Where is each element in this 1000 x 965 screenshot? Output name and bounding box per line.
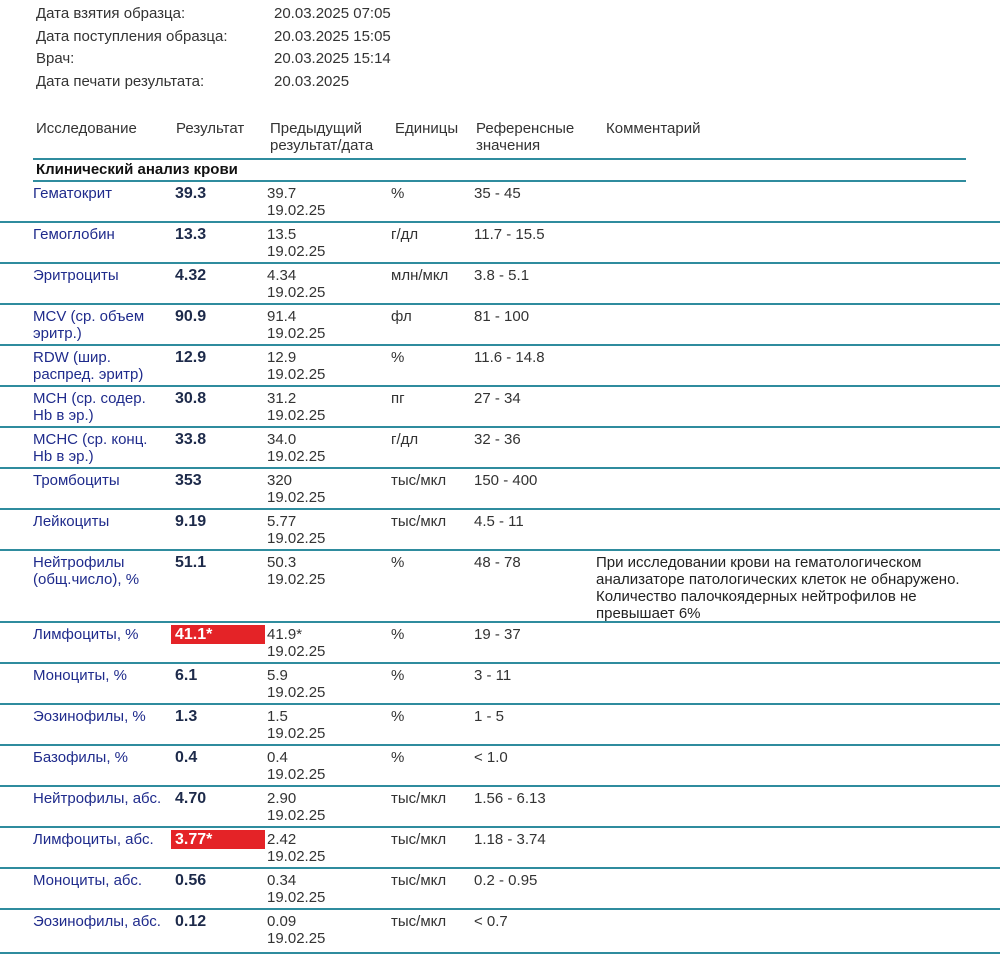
previous-date: 19.02.25 bbox=[267, 284, 326, 301]
previous-result bbox=[267, 626, 387, 660]
table-row bbox=[0, 828, 1000, 869]
previous-date: 19.02.25 bbox=[267, 848, 326, 865]
header-divider bbox=[33, 158, 966, 160]
previous-value: 320 bbox=[267, 472, 293, 489]
results-table bbox=[0, 182, 1000, 954]
test-name: Гемоглобин bbox=[33, 226, 115, 243]
table-row bbox=[0, 787, 1000, 828]
result-value: 4.70 bbox=[175, 790, 207, 807]
reference-range: 32 - 36 bbox=[474, 431, 521, 448]
previous-result bbox=[267, 554, 387, 588]
previous-date: 19.02.25 bbox=[267, 766, 326, 783]
unit: тыс/мкл bbox=[391, 872, 447, 889]
unit: % bbox=[391, 749, 405, 766]
header-previous-line1: Предыдущий bbox=[270, 120, 363, 137]
table-row bbox=[0, 346, 1000, 387]
previous-value: 31.2 bbox=[267, 390, 297, 407]
reference-range: 150 - 400 bbox=[474, 472, 538, 489]
previous-date: 19.02.25 bbox=[267, 243, 326, 260]
test-name: Эозинофилы, абс. bbox=[33, 913, 161, 930]
previous-value: 50.3 bbox=[267, 554, 297, 571]
info-label: Врач: bbox=[36, 50, 75, 67]
test-name: Гематокрит bbox=[33, 185, 112, 202]
test-name: Моноциты, абс. bbox=[33, 872, 143, 889]
info-value: 20.03.2025 07:05 bbox=[274, 5, 391, 22]
result-value: 30.8 bbox=[175, 390, 207, 407]
unit: тыс/мкл bbox=[391, 513, 447, 530]
reference-range: 48 - 78 bbox=[474, 554, 521, 571]
previous-date: 19.02.25 bbox=[267, 448, 326, 465]
test-name: RDW (шир. распред. эритр) bbox=[33, 349, 144, 383]
previous-value: 34.0 bbox=[267, 431, 297, 448]
previous-result bbox=[267, 513, 387, 547]
previous-value: 2.42 bbox=[267, 831, 297, 848]
table-row bbox=[0, 469, 1000, 510]
result-value: 33.8 bbox=[175, 431, 207, 448]
previous-result bbox=[267, 749, 387, 783]
previous-date: 19.02.25 bbox=[267, 725, 326, 742]
previous-result bbox=[267, 708, 387, 742]
previous-date: 19.02.25 bbox=[267, 571, 326, 588]
header-reference-line1: Референсные bbox=[476, 120, 575, 137]
test-name: Лимфоциты, абс. bbox=[33, 831, 154, 848]
info-label: Дата взятия образца: bbox=[36, 5, 186, 22]
test-name: MCV (ср. объем эритр.) bbox=[33, 308, 145, 342]
result-value: 13.3 bbox=[175, 226, 207, 243]
result-value: 1.3 bbox=[175, 708, 198, 725]
reference-range: 35 - 45 bbox=[474, 185, 521, 202]
previous-result bbox=[267, 185, 387, 219]
result-value: 12.9 bbox=[175, 349, 207, 366]
unit: г/дл bbox=[391, 431, 419, 448]
result-value: 9.19 bbox=[175, 513, 207, 530]
info-label: Дата поступления образца: bbox=[36, 27, 228, 45]
reference-range: 19 - 37 bbox=[474, 626, 521, 643]
unit: % bbox=[391, 185, 405, 202]
previous-result bbox=[267, 831, 387, 865]
test-name: Базофилы, % bbox=[33, 749, 128, 766]
info-value: 20.03.2025 15:05 bbox=[274, 27, 391, 45]
reference-range: 3 - 11 bbox=[474, 667, 512, 684]
reference-range: 1 - 5 bbox=[474, 708, 505, 725]
info-label: Дата печати результата: bbox=[36, 72, 205, 90]
previous-value: 5.9 bbox=[267, 667, 288, 684]
reference-range: 3.8 - 5.1 bbox=[474, 267, 530, 284]
table-row bbox=[0, 705, 1000, 746]
result-value: 6.1 bbox=[175, 667, 198, 684]
result-value: 51.1 bbox=[175, 554, 207, 571]
table-row bbox=[0, 623, 1000, 664]
header-result: Результат bbox=[176, 120, 245, 137]
previous-date: 19.02.25 bbox=[267, 530, 326, 547]
test-name: MCH (ср. содер. Hb в эр.) bbox=[33, 390, 146, 424]
comment: При исследовании крови на гематологическом анализаторе патологических клеток не обнаружено. Количество палочкоядерных нейтрофилов не превышает 6% bbox=[596, 554, 960, 622]
result-value: 39.3 bbox=[175, 185, 207, 202]
table-row bbox=[0, 664, 1000, 705]
unit: % bbox=[391, 708, 405, 725]
info-value: 20.03.2025 15:14 bbox=[274, 50, 391, 67]
previous-date: 19.02.25 bbox=[267, 889, 326, 906]
test-name: MCHC (ср. конц. Hb в эр.) bbox=[33, 431, 148, 465]
previous-date: 19.02.25 bbox=[267, 325, 326, 342]
previous-date: 19.02.25 bbox=[267, 643, 326, 660]
result-value: 4.32 bbox=[175, 267, 207, 284]
reference-range: 11.6 - 14.8 bbox=[474, 349, 545, 366]
previous-result bbox=[267, 872, 387, 906]
previous-result bbox=[267, 667, 387, 701]
unit: пг bbox=[391, 390, 405, 407]
test-name: Эритроциты bbox=[33, 267, 119, 284]
test-name: Лейкоциты bbox=[33, 513, 110, 530]
table-row bbox=[0, 869, 1000, 910]
table-row bbox=[0, 551, 1000, 623]
previous-value: 91.4 bbox=[267, 308, 297, 325]
unit: % bbox=[391, 349, 405, 366]
previous-date: 19.02.25 bbox=[267, 407, 326, 424]
table-row bbox=[0, 746, 1000, 787]
previous-result bbox=[267, 472, 387, 506]
reference-range: < 0.7 bbox=[474, 913, 508, 930]
previous-result bbox=[267, 349, 387, 383]
previous-date: 19.02.25 bbox=[267, 807, 326, 824]
result-value-flagged: 41.1* bbox=[171, 625, 265, 644]
previous-value: 41.9* bbox=[267, 626, 303, 643]
test-name: Нейтрофилы, абс. bbox=[33, 790, 162, 807]
test-name: Тромбоциты bbox=[33, 472, 120, 489]
previous-value: 0.09 bbox=[267, 913, 297, 930]
result-value: 0.4 bbox=[175, 749, 198, 766]
previous-date: 19.02.25 bbox=[267, 366, 326, 383]
test-name: Нейтрофилы (общ.число), % bbox=[33, 554, 140, 588]
unit: тыс/мкл bbox=[391, 913, 447, 930]
previous-value: 13.5 bbox=[267, 226, 297, 243]
section-title: Клинический анализ крови bbox=[36, 161, 238, 178]
table-row bbox=[0, 223, 1000, 264]
test-name: Моноциты, % bbox=[33, 667, 127, 684]
table-row bbox=[0, 182, 1000, 223]
header-reference-line2: значения bbox=[476, 137, 541, 154]
unit: тыс/мкл bbox=[391, 831, 447, 848]
header-previous-line2: результат/дата bbox=[270, 137, 374, 154]
unit: % bbox=[391, 554, 405, 571]
table-row bbox=[0, 910, 1000, 954]
previous-result bbox=[267, 790, 387, 824]
previous-result bbox=[267, 390, 387, 424]
reference-range: 0.2 - 0.95 bbox=[474, 872, 538, 889]
header-comment: Комментарий bbox=[606, 120, 701, 137]
result-value: 0.12 bbox=[175, 913, 207, 930]
previous-value: 2.90 bbox=[267, 790, 297, 807]
previous-value: 12.9 bbox=[267, 349, 297, 366]
unit: фл bbox=[391, 308, 412, 325]
previous-date: 19.02.25 bbox=[267, 930, 326, 947]
test-name: Эозинофилы, % bbox=[33, 708, 146, 725]
result-value: 353 bbox=[175, 472, 202, 489]
reference-range: 1.56 - 6.13 bbox=[474, 790, 546, 807]
reference-range: 81 - 100 bbox=[474, 308, 530, 325]
table-row bbox=[0, 387, 1000, 428]
previous-date: 19.02.25 bbox=[267, 684, 326, 701]
table-row bbox=[0, 428, 1000, 469]
test-name: Лимфоциты, % bbox=[33, 626, 139, 643]
unit: % bbox=[391, 626, 405, 643]
previous-value: 0.34 bbox=[267, 872, 297, 889]
previous-value: 4.34 bbox=[267, 267, 297, 284]
previous-value: 1.5 bbox=[267, 708, 288, 725]
table-header bbox=[0, 120, 1000, 158]
previous-value: 39.7 bbox=[267, 185, 297, 202]
header-reference bbox=[476, 120, 574, 154]
table-row bbox=[0, 264, 1000, 305]
reference-range: 1.18 - 3.74 bbox=[474, 831, 546, 848]
result-value-flagged: 3.77* bbox=[171, 830, 265, 849]
reference-range: 27 - 34 bbox=[474, 390, 521, 407]
reference-range: < 1.0 bbox=[474, 749, 508, 766]
previous-result bbox=[267, 431, 387, 465]
info-value: 20.03.2025 bbox=[274, 72, 350, 90]
unit: % bbox=[391, 667, 405, 684]
previous-result bbox=[267, 913, 387, 947]
previous-result bbox=[267, 226, 387, 260]
previous-date: 19.02.25 bbox=[267, 202, 326, 219]
unit: тыс/мкл bbox=[391, 790, 447, 807]
unit: г/дл bbox=[391, 226, 419, 243]
table-row bbox=[0, 305, 1000, 346]
unit: тыс/мкл bbox=[391, 472, 447, 489]
result-value: 90.9 bbox=[175, 308, 207, 325]
header-study: Исследование bbox=[36, 120, 137, 137]
previous-date: 19.02.25 bbox=[267, 489, 326, 506]
previous-result bbox=[267, 267, 387, 301]
reference-range: 11.7 - 15.5 bbox=[474, 226, 545, 243]
header-units: Единицы bbox=[395, 120, 459, 137]
previous-result bbox=[267, 308, 387, 342]
previous-value: 5.77 bbox=[267, 513, 297, 530]
reference-range: 4.5 - 11 bbox=[474, 513, 524, 530]
table-row bbox=[0, 510, 1000, 551]
result-value: 0.56 bbox=[175, 872, 207, 889]
header-previous bbox=[270, 120, 373, 154]
previous-value: 0.4 bbox=[267, 749, 288, 766]
unit: млн/мкл bbox=[391, 267, 449, 284]
